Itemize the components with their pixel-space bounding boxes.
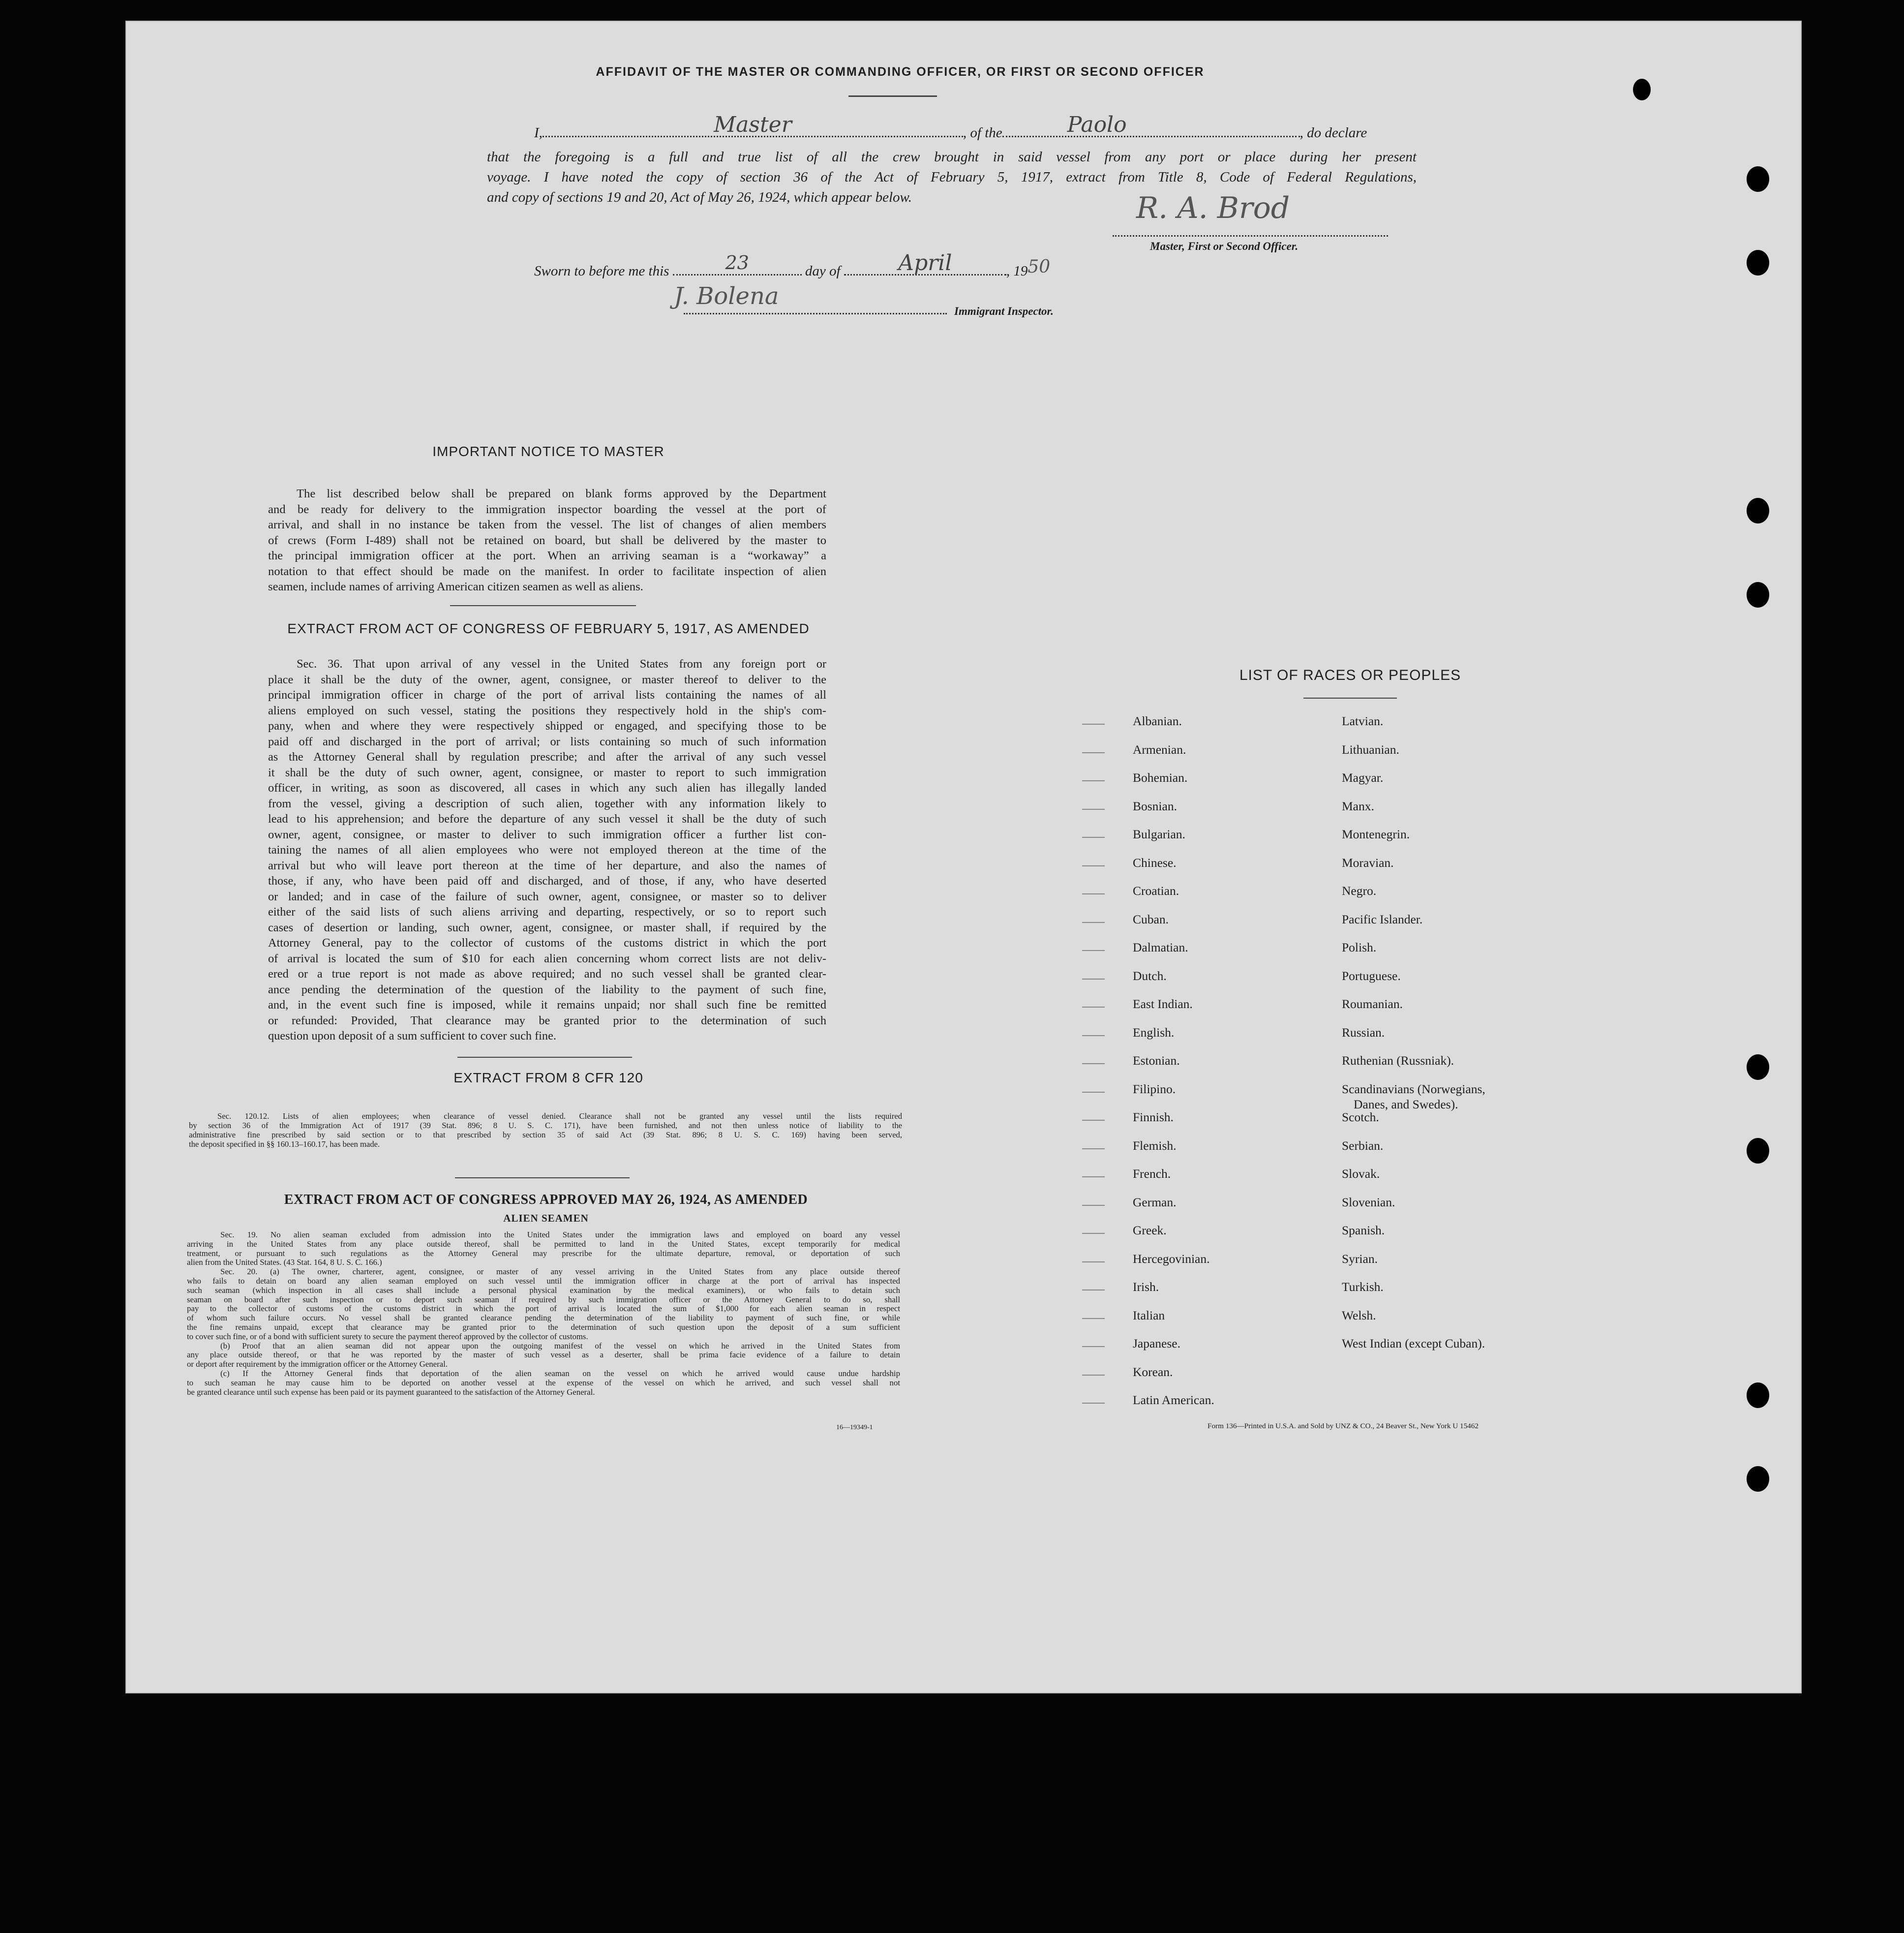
- act1917-line: owner, agent, consignee, or master to deliver to such immigration officer a further list con-: [268, 828, 826, 841]
- races-title-rule: [1303, 698, 1397, 699]
- act1924-body: [187, 1230, 900, 1397]
- act1917-line: or refunded: Provided, That clearance may be granted prior to the determination of such: [268, 1013, 826, 1027]
- race-dash: [1082, 950, 1105, 951]
- act1924-line: alien from the United States. (43 Stat. 164, 8 U. S. C. 166.): [187, 1258, 382, 1267]
- punch-hole: [1747, 250, 1769, 276]
- form-number: 16—19349-1: [836, 1424, 873, 1431]
- race-item: Bulgarian.: [1133, 827, 1185, 841]
- notice-title: IMPORTANT NOTICE TO MASTER: [432, 444, 665, 459]
- month-field: [844, 250, 1006, 276]
- race-dash: [1082, 979, 1105, 980]
- punch-hole: [1747, 166, 1769, 192]
- month-handwritten: April: [898, 250, 952, 276]
- master-signature: R. A. Brod: [1136, 191, 1290, 225]
- race-item: Armenian.: [1133, 742, 1186, 757]
- act1924-line: Sec. 20. (a) The owner, charterer, agent, consignee, or master of any vessel arriving in the United States from any place outside thereof: [220, 1267, 900, 1277]
- act1924-line: or deport after requirement by the immigration officer or the Attorney General.: [187, 1359, 448, 1369]
- race-dash: [1082, 1403, 1105, 1404]
- cfr-line: by section 36 of the Immigration Act of 1917 (39 Stat. 896; 8 U. S. C. 171), have been furnished, and not then unless notice of liability to the: [189, 1121, 902, 1130]
- act1924-line: any place outside thereof, or that he was reported by the master of such vessel as a deserter, shall be prima facie evidence of a failure to detain: [187, 1350, 900, 1360]
- race-item: Croatian.: [1133, 884, 1179, 898]
- notice-line: arrival, and shall in no instance be taken from the vessel. The list of changes of alien members: [268, 518, 826, 531]
- race-dash: [1082, 865, 1105, 866]
- race-dash: [1082, 1289, 1105, 1290]
- act1924-line: the fine remains unpaid, except that clearance may be granted prior to the determination of such question upon the deposit of a sum sufficient: [187, 1322, 900, 1332]
- race-dash: [1082, 1007, 1105, 1008]
- punch-hole: [1747, 1138, 1769, 1164]
- act1917-line: arrival but who will leave port thereon at the time of her departure, and also the names of: [268, 859, 826, 872]
- year-prefix: , 19: [1006, 263, 1028, 279]
- notice-line: of crews (Form I-489) shall not be retained on board, but shall be delivered by the master to: [268, 533, 826, 547]
- act1917-line: and, in the event such fine is imposed, while it remains unpaid; nor shall such fine be remitted: [268, 998, 826, 1012]
- printer-footer: Form 136—Printed in U.S.A. and Sold by UNZ & CO., 24 Beaver St., New York U 15462: [1208, 1422, 1479, 1430]
- declarant-handwritten: Master: [714, 112, 792, 137]
- act1917-line: of arrival is located the sum of $10 for each alien concerning whom correct lists are not deliv-: [268, 951, 826, 965]
- notice-line: the principal immigration officer at the port. When an arriving seaman is a “workaway” a: [268, 549, 826, 562]
- act1917-line: either of the said lists of such aliens arriving and departing, respectively, or so to report such: [268, 905, 826, 919]
- vessel-field: [1002, 112, 1300, 137]
- punch-hole: [1747, 582, 1769, 608]
- do-declare-label: , do declare: [1300, 125, 1367, 141]
- day-field: [673, 252, 802, 276]
- race-item: Ruthenian (Russniak).: [1342, 1053, 1454, 1068]
- act1917-line: from the vessel, giving a description of such alien, together with any information likely to: [268, 797, 826, 810]
- race-item: Magyar.: [1342, 770, 1384, 785]
- race-item: Bosnian.: [1133, 798, 1177, 813]
- act1917-title: EXTRACT FROM ACT OF CONGRESS OF FEBRUARY 5, 1917, AS AMENDED: [287, 621, 810, 636]
- act1917-line: those, if any, who have been paid off and discharged, and of those, if any, who have deserted: [268, 874, 826, 888]
- race-item: Filipino.: [1133, 1081, 1176, 1096]
- act1917-line: lead to his apprehension; and before the departure of any such vessel it shall be the duty of such: [268, 812, 826, 826]
- master-caption: Master, First or Second Officer.: [1150, 240, 1299, 252]
- act1917-line: ance pending the determination of the question of the liability to the payment of such fine,: [268, 982, 826, 996]
- sworn-prefix: Sworn to before me this: [534, 263, 669, 279]
- race-dash: [1082, 724, 1105, 725]
- act1924-line: such seaman (which inspection in all cases shall include a personal physical examination by the medical examiners), or who fails to detain such: [187, 1285, 900, 1295]
- section-divider: [457, 1057, 632, 1058]
- act1917-line: ered or a true report is not made as above required; and no such vessel shall be granted clear-: [268, 967, 826, 981]
- act1924-line: of whom such failure occurs. No vessel shall be granted clearance pending the determination of the liability to payment of such fine, or while: [187, 1313, 900, 1323]
- act1917-line: it shall be the duty of such owner, agent, consignee, or master to report to such immigration: [268, 766, 826, 779]
- race-item: Japanese.: [1133, 1336, 1180, 1350]
- race-dash: [1082, 780, 1105, 781]
- title-rule: [848, 95, 937, 97]
- race-item: West Indian (except Cuban).: [1342, 1336, 1485, 1350]
- inspector-caption: Immigrant Inspector.: [954, 305, 1054, 317]
- race-item: Bohemian.: [1133, 770, 1188, 785]
- race-item: Estonian.: [1133, 1053, 1180, 1068]
- act1917-line: or landed; and in case of the failure of such owner, agent, consignee, or master so to deliver: [268, 890, 826, 903]
- race-item: Korean.: [1133, 1364, 1173, 1379]
- race-item: Portuguese.: [1342, 968, 1401, 983]
- race-item: Finnish.: [1133, 1110, 1174, 1124]
- races-title: LIST OF RACES OR PEOPLES: [1239, 667, 1461, 683]
- race-dash: [1082, 922, 1105, 923]
- race-item: Scotch.: [1342, 1110, 1379, 1124]
- race-dash: [1082, 893, 1105, 894]
- sworn-line: [534, 250, 1051, 281]
- declaration-line-3: and copy of sections 19 and 20, Act of May 26, 1924, which appear below.: [487, 189, 912, 205]
- race-item: Moravian.: [1342, 855, 1394, 870]
- race-item: Syrian.: [1342, 1251, 1378, 1266]
- race-item: Latvian.: [1342, 714, 1384, 728]
- day-of-label: day of: [805, 263, 841, 279]
- race-dash: [1082, 1148, 1105, 1149]
- affidavit-title: AFFIDAVIT OF THE MASTER OR COMMANDING OFFICER, OR FIRST OR SECOND OFFICER: [596, 65, 1205, 79]
- race-item: Russian.: [1342, 1025, 1385, 1040]
- act1924-line: arriving in the United States from any place outside thereof, shall be permitted to land in the United States, except temporarily for medical: [187, 1239, 900, 1249]
- race-item: Roumanian.: [1342, 997, 1403, 1011]
- race-item: Latin American.: [1133, 1393, 1214, 1407]
- act1917-line: paid off and discharged in the port of arrival; or lists containing so much of such information: [268, 735, 826, 748]
- punch-hole: [1747, 1466, 1769, 1492]
- race-item: Manx.: [1342, 798, 1374, 813]
- act1917-line: officer, in writing, as soon as discovered, all cases in which any such alien has illegally landed: [268, 781, 826, 795]
- of-the-label: , of the: [963, 125, 1002, 141]
- race-item: Lithuanian.: [1342, 742, 1399, 757]
- race-item: Albanian.: [1133, 714, 1182, 728]
- cfr-title: EXTRACT FROM 8 CFR 120: [453, 1070, 643, 1085]
- act1924-line: (c) If the Attorney General finds that deportation of the alien seaman on the vessel on which he arrived would cause undue hardship: [220, 1368, 900, 1378]
- race-item: Spanish.: [1342, 1223, 1385, 1237]
- punch-hole: [1747, 1382, 1769, 1408]
- notice-line: The list described below shall be prepared on blank forms approved by the Department: [297, 487, 826, 500]
- race-dash: [1082, 1233, 1105, 1234]
- race-item: Montenegrin.: [1342, 827, 1410, 841]
- vessel-handwritten: Paolo: [1067, 112, 1127, 137]
- act1917-line: Sec. 36. That upon arrival of any vessel in the United States from any foreign port or: [297, 657, 826, 671]
- race-item: Dutch.: [1133, 968, 1167, 983]
- act1924-line: to such seaman he may cause him to be deported on another vessel at the expense of the vessel on which he arrived, and such vessel shall not: [187, 1378, 900, 1387]
- declaration-prefix: I,: [534, 125, 543, 141]
- race-item: Greek.: [1133, 1223, 1167, 1237]
- act1924-line: Sec. 19. No alien seaman excluded from admission into the United States under the immigration laws and employed on board any vessel: [220, 1230, 900, 1239]
- race-dash: [1082, 1261, 1105, 1262]
- race-item: German.: [1133, 1195, 1177, 1209]
- punch-hole: [1747, 498, 1769, 523]
- act1917-line: cases of desertion or landing, such owner, agent, consignee, or master shall, if required by the: [268, 920, 826, 934]
- section-divider: [450, 605, 636, 606]
- race-dash: [1082, 1120, 1105, 1121]
- act1917-body: [268, 656, 826, 1044]
- race-item: Italian: [1133, 1308, 1165, 1322]
- act1917-line: place it shall be the duty of the owner, agent, consignee, or master thereof to deliver to the: [268, 673, 826, 686]
- cfr-line: Sec. 120.12. Lists of alien employees; when clearance of vessel denied. Clearance shall not be granted any vessel until the lists required: [217, 1111, 902, 1121]
- declaration-line-2: voyage. I have noted the copy of section 36 of the Act of February 5, 1917, extract from Title 8, Code of Federal Regulations,: [487, 169, 1417, 185]
- year-handwritten: 50: [1028, 257, 1051, 277]
- notice-line: seamen, include names of arriving American citizen seamen as well as aliens.: [268, 580, 643, 593]
- cfr-line: the deposit specified in §§ 160.13–160.17, has been made.: [189, 1139, 380, 1149]
- race-dash: [1082, 1176, 1105, 1177]
- race-item: East Indian.: [1133, 997, 1193, 1011]
- race-item: Welsh.: [1342, 1308, 1376, 1322]
- section-divider: [455, 1177, 630, 1178]
- race-item: Danes, and Swedes).: [1354, 1097, 1458, 1111]
- act1917-line: question upon deposit of a sum sufficient to cover such fine.: [268, 1029, 556, 1043]
- race-dash: [1082, 752, 1105, 753]
- race-item: Pacific Islander.: [1342, 912, 1423, 926]
- race-item: French.: [1133, 1166, 1171, 1181]
- race-dash: [1082, 1035, 1105, 1036]
- cfr-body: [189, 1111, 902, 1149]
- race-dash: [1082, 1205, 1105, 1206]
- act1917-line: as the Attorney General shall by regulation prescribe; and after the arrival of any such vessel: [268, 750, 826, 764]
- race-item: Serbian.: [1342, 1138, 1384, 1153]
- act1924-subtitle: ALIEN SEAMEN: [503, 1212, 589, 1224]
- act1924-line: to cover such fine, or of a bond with sufficient surety to secure the payment thereof approved by the collector of customs.: [187, 1331, 588, 1341]
- race-item: Dalmatian.: [1133, 940, 1188, 954]
- race-item: Polish.: [1342, 940, 1377, 954]
- inspector-signature-line: [684, 313, 947, 314]
- notice-body: [268, 486, 826, 595]
- notice-line: and be ready for delivery to the immigration inspector boarding the vessel at the port of: [268, 502, 826, 516]
- race-dash: [1082, 837, 1105, 838]
- race-dash: [1082, 809, 1105, 810]
- act1924-line: seaman on board after such inspection or to deport such seaman if required by such immigration officer or the Attorney General to do so, shall: [187, 1294, 900, 1304]
- race-item: Flemish.: [1133, 1138, 1177, 1153]
- act1917-line: aliens employed on such vessel, stating the positions they respectively hold in the ship's com-: [268, 704, 826, 717]
- race-item: Scandinavians (Norwegians,: [1342, 1081, 1485, 1096]
- act1917-line: principal immigration officer in charge of the port of arrival lists containing the names of all: [268, 688, 826, 702]
- race-item: Turkish.: [1342, 1280, 1384, 1294]
- declarant-field: [543, 112, 963, 137]
- race-dash: [1082, 1375, 1105, 1376]
- act1924-line: (b) Proof that an alien seaman did not appear upon the outgoing manifest of the vessel on which he arrived in the United States from: [220, 1341, 900, 1350]
- race-item: Slovak.: [1342, 1166, 1380, 1181]
- race-dash: [1082, 1063, 1105, 1064]
- act1924-line: be granted clearance until such expense has been paid or its payment guaranteed to the satisfaction of the Attorney General.: [187, 1387, 595, 1397]
- race-dash: [1082, 1318, 1105, 1319]
- race-item: Chinese.: [1133, 855, 1177, 870]
- race-item: Irish.: [1133, 1280, 1159, 1294]
- notice-line: notation to that effect should be made on the manifest. In order to facilitate inspection of alien: [268, 564, 826, 578]
- inspector-signature: J. Bolena: [674, 282, 779, 310]
- cfr-line: administrative fine prescribed by said section or to that prescribed by section 35 of said Act (39 Stat. 896; 8 U. S. C. 169) having been served,: [189, 1130, 902, 1139]
- punch-hole: [1747, 1054, 1769, 1080]
- race-dash: [1082, 1346, 1105, 1347]
- race-item: English.: [1133, 1025, 1175, 1040]
- act1924-line: pay to the collector of customs of the customs district in which the port of arrival is located the sum of $1,000 for each alien seaman in respect: [187, 1304, 900, 1314]
- declaration-line-1: that the foregoing is a full and true list of all the crew brought in said vessel from any port or place during her present: [487, 149, 1417, 165]
- race-item: Hercegovinian.: [1133, 1251, 1210, 1266]
- race-item: Cuban.: [1133, 912, 1169, 926]
- act1924-line: treatment, or pursuant to such regulations as the Attorney General may prescribe for the ultimate departure, removal, or deportation of such: [187, 1248, 900, 1258]
- act1924-title: EXTRACT FROM ACT OF CONGRESS APPROVED MAY 26, 1924, AS AMENDED: [284, 1192, 808, 1207]
- act1917-line: pany, when and where they were respectively shipped or engaged, and specifying those to be: [268, 719, 826, 733]
- race-item: Slovenian.: [1342, 1195, 1395, 1209]
- act1924-line: who fails to detain on board any alien seaman employed on such vessel until the immigration officer in charge at the port of arrival has inspected: [187, 1276, 900, 1286]
- punch-hole: [1633, 79, 1651, 100]
- act1917-line: Attorney General, pay to the collector of customs of the customs district in which the port: [268, 936, 826, 950]
- race-item: Negro.: [1342, 884, 1377, 898]
- race-dash: [1082, 1092, 1105, 1093]
- act1917-line: taining the names of all alien employees who were not employed thereon at the time of the: [268, 843, 826, 857]
- day-handwritten: 23: [725, 252, 749, 274]
- declaration-line: [534, 112, 1415, 143]
